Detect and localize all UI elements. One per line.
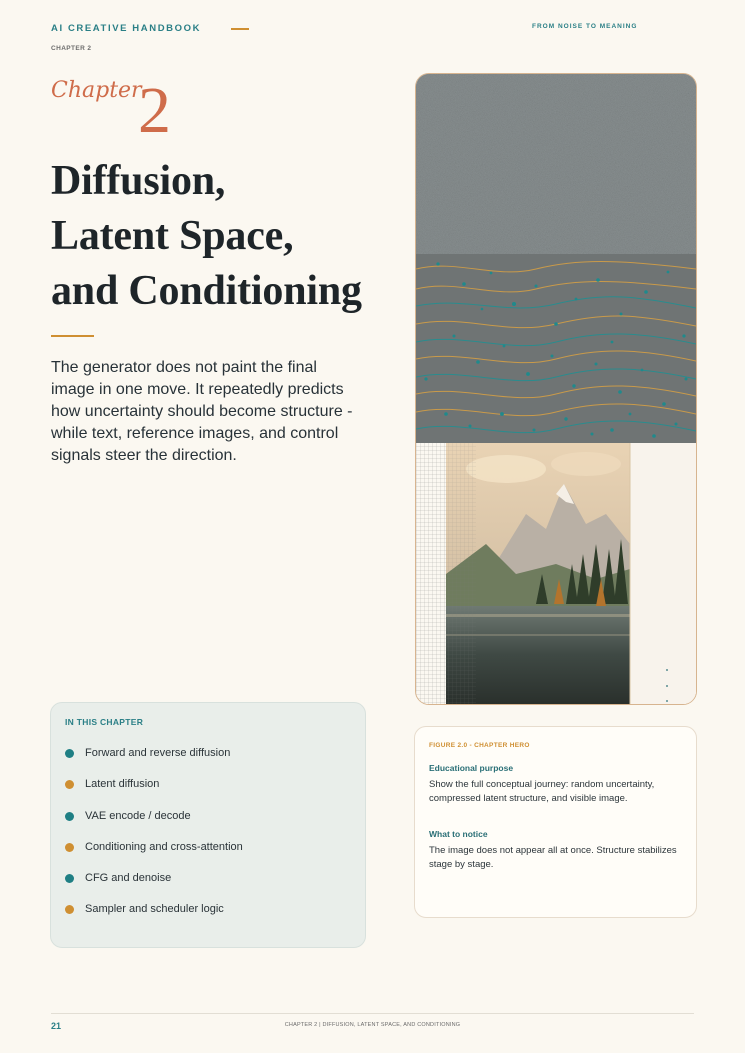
contents-item-label: CFG and denoise <box>85 872 172 885</box>
purpose-text: Show the full conceptual journey: random uncertainty, compressed latent structure, and visible image. <box>429 779 655 804</box>
chapter-label-small: CHAPTER 2 <box>51 45 92 52</box>
image-stage <box>416 443 696 704</box>
footer-running-title: CHAPTER 2 | DIFFUSION, LATENT SPACE, AND CONDITIONING <box>284 1022 461 1028</box>
contents-item <box>65 747 243 778</box>
figure-label: FIGURE 2.0 - CHAPTER HERO <box>429 742 530 749</box>
chapter-word: Chapter <box>51 78 142 103</box>
contents-heading: IN THIS CHAPTER <box>65 717 144 727</box>
title-line-3: and Conditioning <box>51 268 362 314</box>
contents-item-label: Forward and reverse diffusion <box>85 747 231 759</box>
amber-dot-icon <box>65 905 74 914</box>
amber-dot-icon <box>65 780 74 789</box>
kicker-divider <box>231 28 249 30</box>
section-kicker: FROM NOISE TO MEANING <box>532 23 638 30</box>
noise-stage <box>416 74 696 254</box>
title-line-1: Diffusion, <box>51 158 226 204</box>
contents-item <box>65 778 243 809</box>
title-divider <box>51 335 94 337</box>
contents-item-label: Latent diffusion <box>85 778 160 791</box>
latent-stage <box>416 254 696 443</box>
purpose-heading: Educational purpose <box>429 763 514 773</box>
contents-item-label: Sampler and scheduler logic <box>85 903 224 916</box>
figure-caption-card <box>414 726 697 918</box>
notice-text: The image does not appear all at once. Structure stabilizes stage by stage. <box>429 845 677 870</box>
lede-paragraph: The generator does not paint the final image in one move. It repeatedly predicts how uncertainty should become structure - while text, reference images, and control signals steer the direction. <box>51 359 353 464</box>
contents-item <box>65 903 243 934</box>
contents-item-label: VAE encode / decode <box>85 809 191 822</box>
contents-item <box>65 841 243 872</box>
footer-divider <box>51 1013 694 1014</box>
teal-dot-icon <box>65 812 74 821</box>
teal-dot-icon <box>65 874 74 883</box>
chapter-number: 2 <box>138 74 171 147</box>
teal-dot-icon <box>65 749 74 758</box>
chapter-contents-panel <box>50 702 366 948</box>
handbook-kicker: AI CREATIVE HANDBOOK <box>51 23 202 34</box>
title-line-2: Latent Space, <box>51 213 294 259</box>
contents-item <box>65 810 243 841</box>
page-number: 21 <box>51 1021 62 1031</box>
amber-dot-icon <box>65 843 74 852</box>
hero-illustration <box>416 74 696 704</box>
page-title <box>51 154 391 319</box>
contents-item-label: Conditioning and cross-attention <box>85 840 243 853</box>
contents-item <box>65 872 243 903</box>
notice-heading: What to notice <box>429 829 488 839</box>
chapter-hero-figure <box>415 73 697 705</box>
contents-list <box>65 747 243 935</box>
